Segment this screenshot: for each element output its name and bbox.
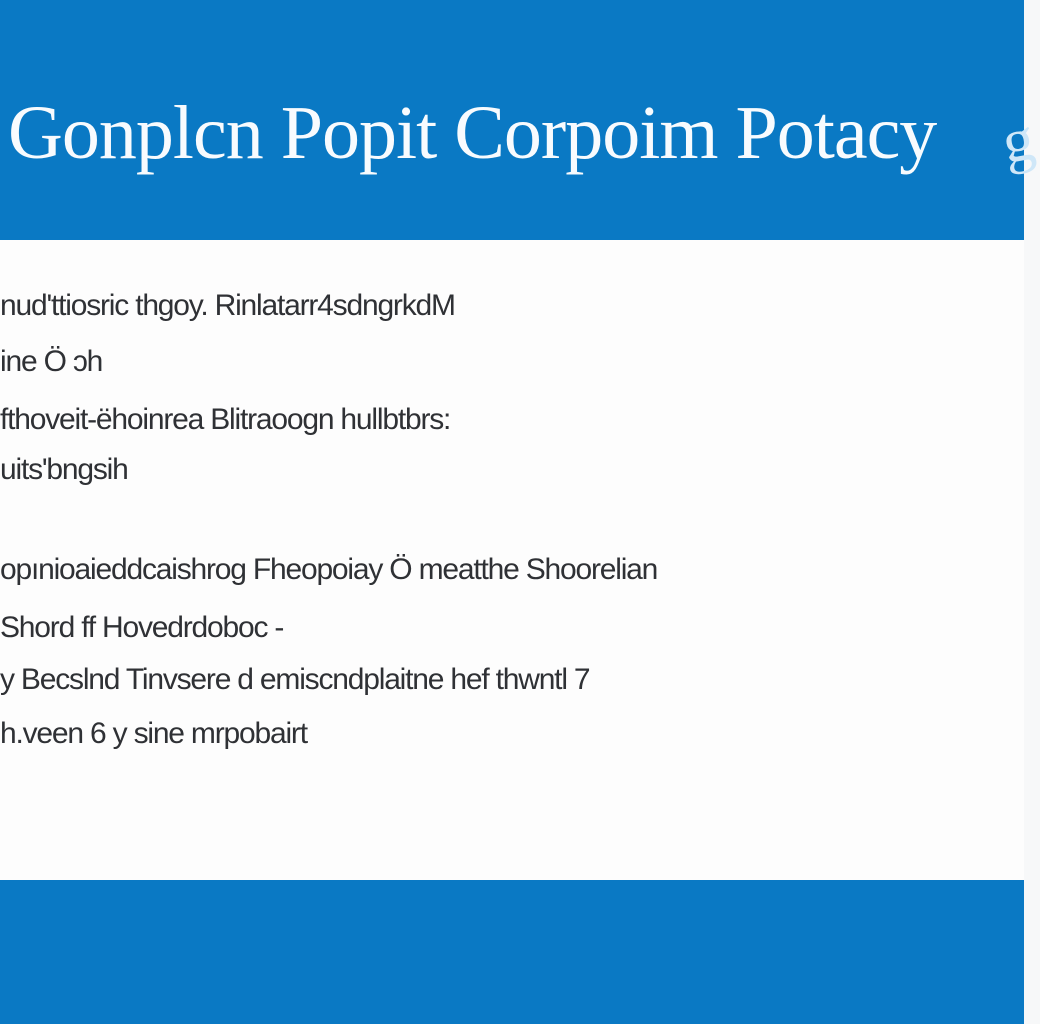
body-line-6: Shord ff Hovedrdoboc - [0, 611, 284, 644]
footer-banner [0, 880, 1024, 1024]
body-line-2: ine Ö ɔh [0, 345, 103, 378]
header-banner [0, 0, 1040, 240]
body-line-1: nud'ttiosric thgoy. Rinlatarr4sdngrkdM [0, 289, 455, 322]
body-line-3: fthoveit-ëhoinrea Blitraoogn hullbtbrs: [0, 403, 451, 436]
body-line-4: uits'bngsih [0, 453, 128, 486]
body-line-7: y Becslnd Tinvsere d emiscndplaitne hef thwntl 7 [0, 663, 590, 696]
body-line-5: opınioaieddcaishrog Fheopoiay Ö meatthe Shoorelian [0, 553, 658, 586]
body-line-8: h.veen 6 y sine mrpobairt [0, 717, 307, 750]
title-fragment: g [997, 104, 1040, 177]
page-title: Gonplcn Popit Corpoim Potacy [8, 91, 937, 175]
